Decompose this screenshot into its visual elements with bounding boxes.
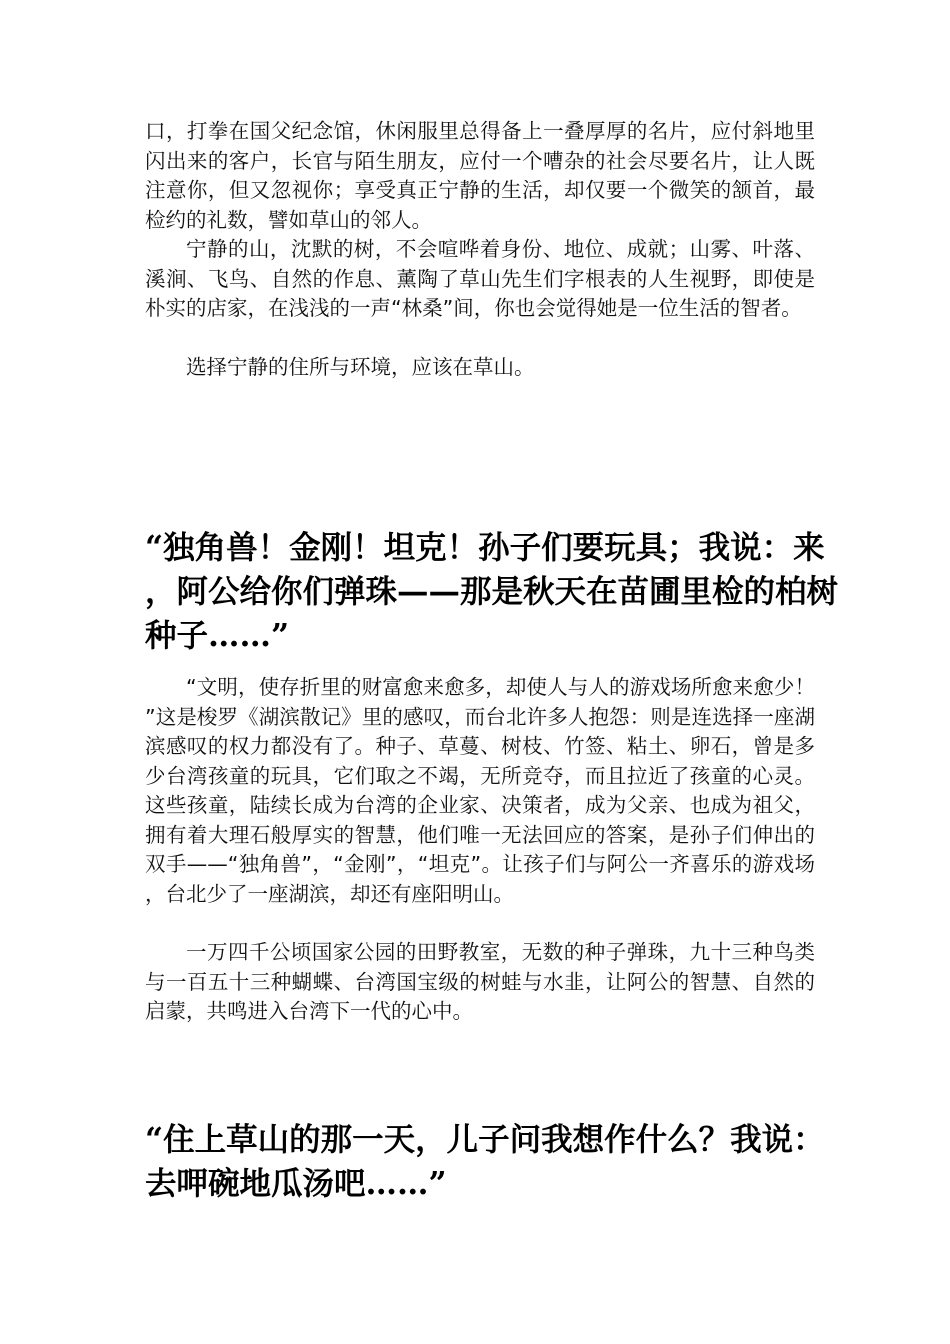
section-heading-marbles: “独角兽！金刚！坦克！孙子们要玩具；我说：来，阿公给你们弹珠——那是秋天在苗圃里检的柏树种子……”: [145, 529, 839, 654]
body-paragraph-national-park: 一万四千公顷国家公园的田野教室，无数的种子弹珠，九十三种鸟类与一百五十三种蝴蝶、台湾国宝级的树蛙与水韭，让阿公的智慧、自然的启蒙，共鸣进入台湾下一代的心中。: [145, 940, 815, 1023]
section-heading-sweet-potato-soup: “住上草山的那一天，儿子问我想作什么？我说：去呷碗地瓜汤吧……”: [145, 1121, 825, 1202]
body-paragraph-quiet-mountain: 宁静的山，沈默的树，不会喧哗着身份、地位、成就；山雾、叶落、溪涧、飞鸟、自然的作息、薰陶了草山先生们字根表的人生视野，即使是朴实的店家，在浅浅的一声“林桑”间，你也会觉得她是一位生活的智者。: [145, 237, 815, 320]
body-paragraph-business-cards: 口，打拳在国父纪念馆，休闲服里总得备上一叠厚厚的名片，应付斜地里闪出来的客户，长官与陌生朋友，应付一个嘈杂的社会尽要名片，让人既注意你，但又忽视你；享受真正宁静的生活，却仅要一个微笑的颔首，最检约的礼数，譬如草山的邻人。: [145, 119, 815, 232]
body-paragraph-choose-quiet: 选择宁静的住所与环境，应该在草山。: [186, 355, 535, 379]
body-paragraph-civilization: “文明，使存折里的财富愈来愈多，却使人与人的游戏场所愈来愈少！”这是梭罗《湖滨散记》里的感叹，而台北许多人抱怨：则是连选择一座湖滨感叹的权力都没有了。种子、草蔓、树枝、竹签、粘土、卵石，曾是多少台湾孩童的玩具，它们取之不竭，无所竞夺，而且拉近了孩童的心灵。这些孩童，陆续长成为台湾的企业家、决策者，成为父亲、也成为祖父，拥有着大理石般厚实的智慧，他们唯一无法回应的答案，是孙子们伸出的双手——“独角兽”，“金刚”，“坦克”。让孩子们与阿公一齐喜乐的游戏场，台北少了一座湖滨，却还有座阳明山。: [145, 675, 815, 906]
